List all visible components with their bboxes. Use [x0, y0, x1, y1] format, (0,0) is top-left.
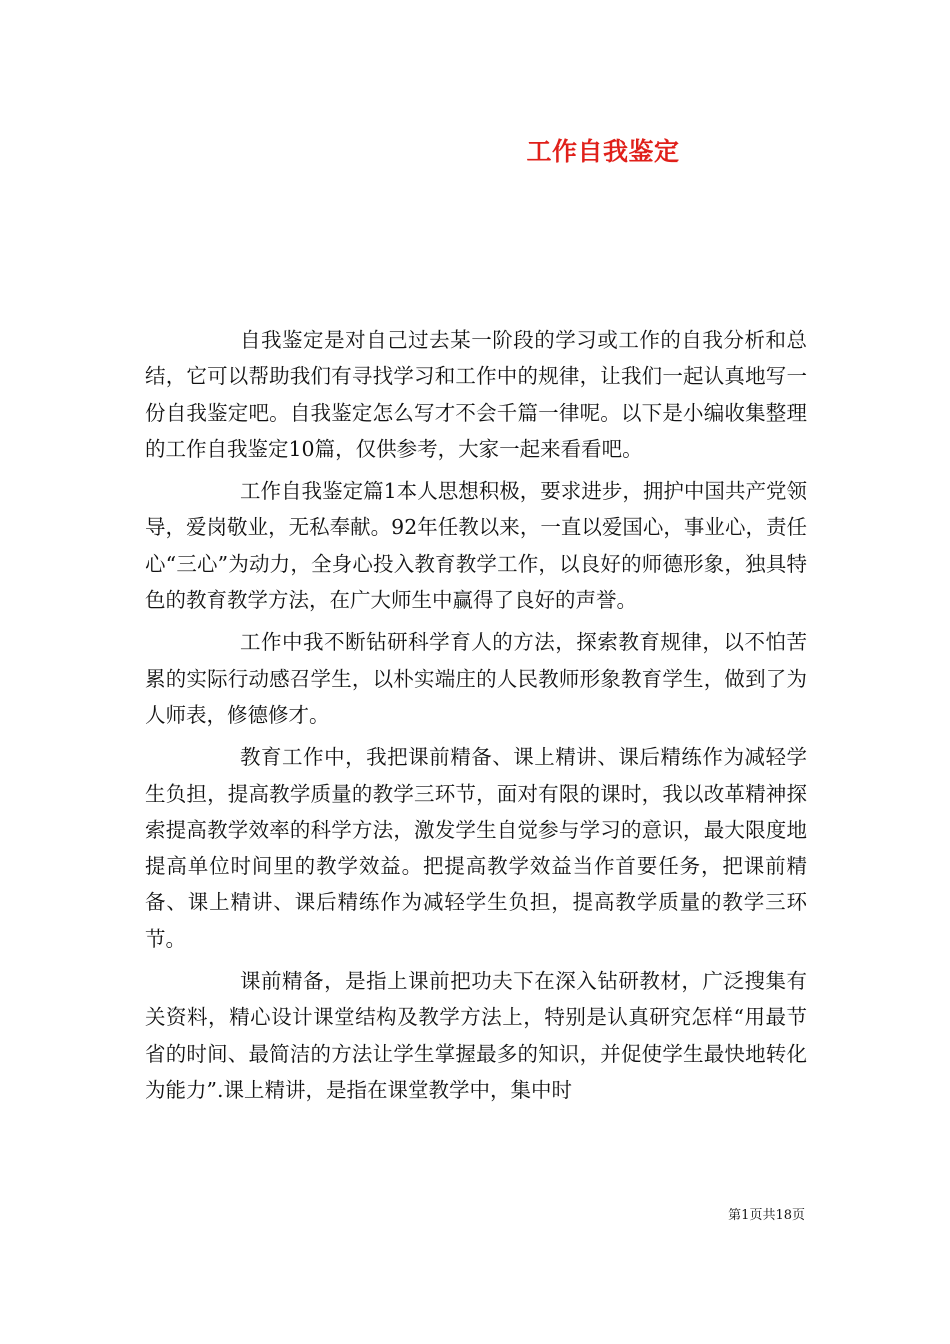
document-title: 工作自我鉴定: [526, 137, 680, 166]
document-body: [145, 322, 807, 1114]
paragraph-1: 工作自我鉴定篇1本人思想积极，要求进步，拥护中国共产党领导，爱岗敬业，无私奉献。92年任教以来，一直以爱国心，事业心，责任心“三心”为动力，全身心投入教育教学工作，以良好的师德形象，独具特色的教育教学方法，在广大师生中赢得了良好的声誉。: [145, 479, 807, 613]
page-number-footer: 第1页共18页: [728, 1208, 805, 1223]
paragraph-2: 工作中我不断钻研科学育人的方法，探索教育规律，以不怕苦累的实际行动感召学生，以朴实端庄的人民教师形象教育学生，做到了为人师表，修德修才。: [145, 630, 807, 727]
paragraph-4: 课前精备，是指上课前把功夫下在深入钻研教材，广泛搜集有关资料，精心设计课堂结构及教学方法上，特别是认真研究怎样“用最节省的时间、最简洁的方法让学生掌握最多的知识，并促使学生最快地转化为能力”.课上精讲，是指在课堂教学中，集中时: [145, 969, 807, 1102]
paragraph-3: 教育工作中，我把课前精备、课上精讲、课后精练作为减轻学生负担，提高教学质量的教学三环节，面对有限的课时，我以改革精神探索提高教学效率的科学方法，激发学生自觉参与学习的意识，最大限度地提高单位时间里的教学效益。把提高教学效益当作首要任务，把课前精备、课上精讲、课后精练作为减轻学生负担，提高教学质量的教学三环节。: [145, 745, 807, 951]
paragraph-intro: 自我鉴定是对自己过去某一阶段的学习或工作的自我分析和总结，它可以帮助我们有寻找学习和工作中的规律，让我们一起认真地写一份自我鉴定吧。自我鉴定怎么写才不会千篇一律呢。以下是小编收集整理的工作自我鉴定10篇，仅供参考，大家一起来看看吧。: [145, 328, 807, 461]
